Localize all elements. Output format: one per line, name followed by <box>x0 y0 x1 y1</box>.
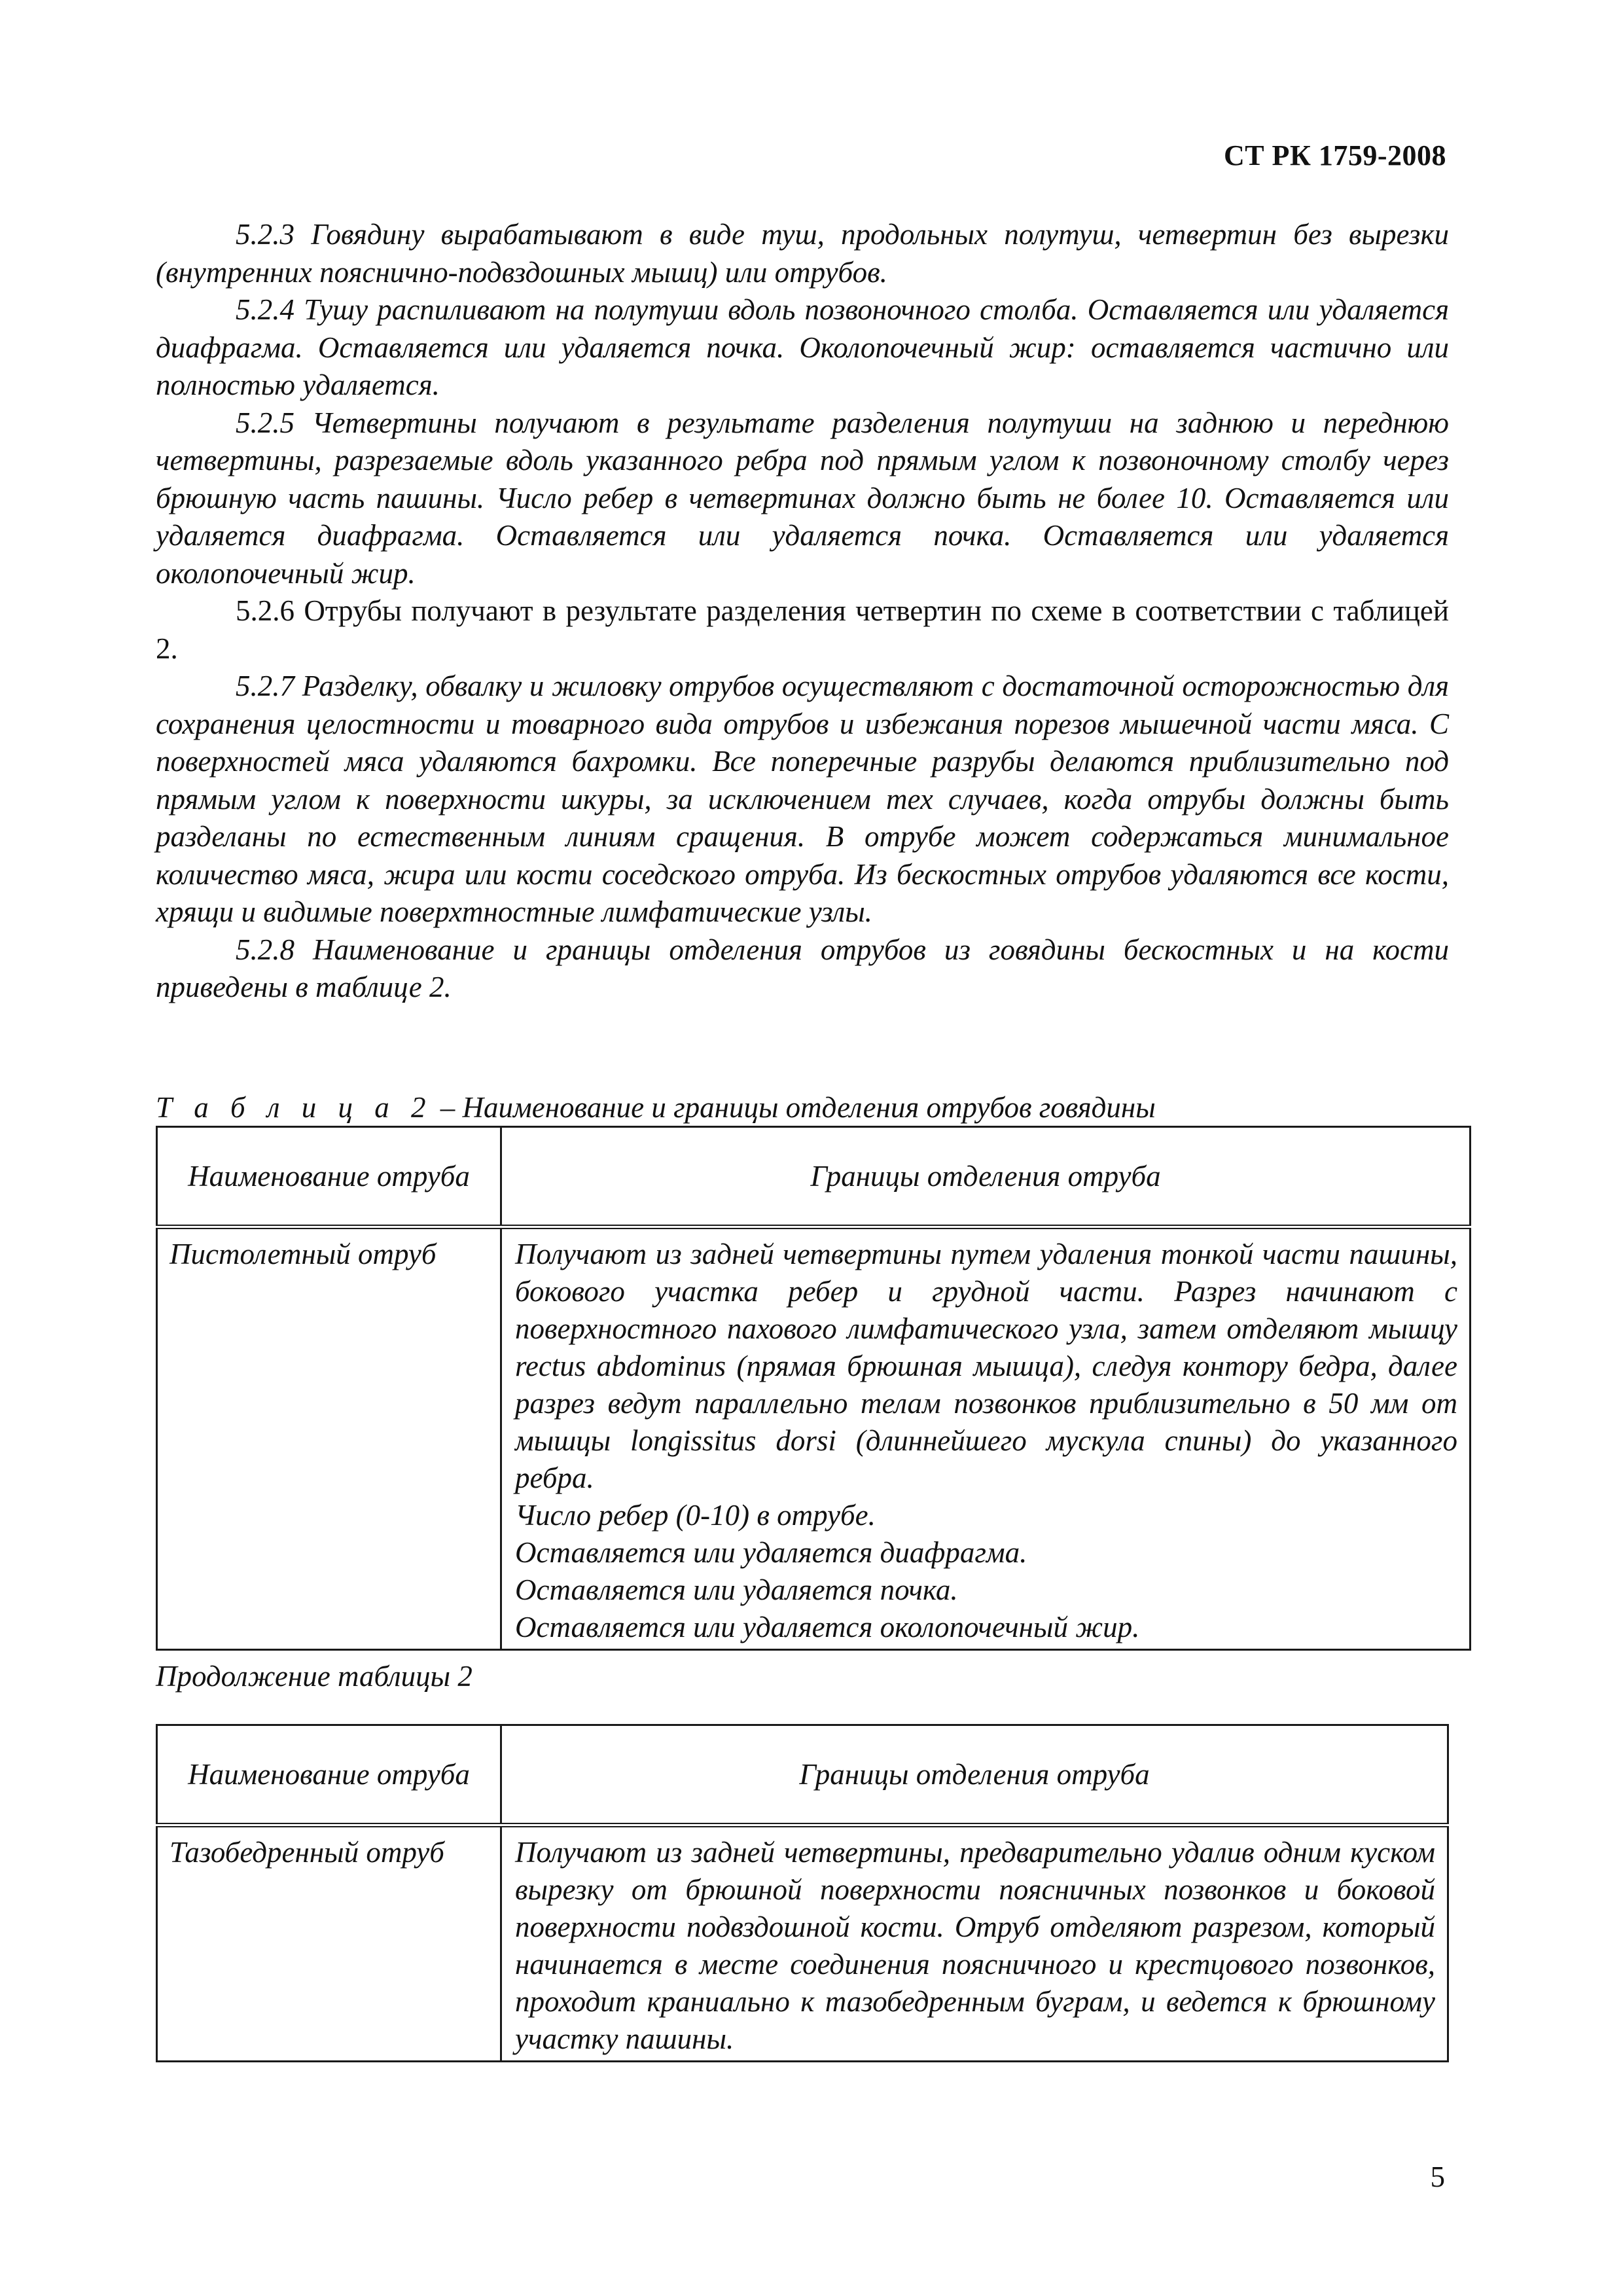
cut-description <box>501 1825 1448 2062</box>
cut-name: Тазобедренный отруб <box>157 1825 501 2062</box>
table-header-row <box>157 1127 1471 1227</box>
cut-description-main: Получают из задней четвертины путем удаления тонкой части пашины, бокового участка ребер и грудной части. Разрез начинают с поверхностного пахового лимфатического узла, затем отделяют мышцу rectus abdominus (прямая брюшная мышца), следуя контору бедра, далее разрез ведут параллельно телам позвонков приблизительно в 50 мм от мышцы longissitus dorsi (длиннейшего мускула спины) до указанного ребра. <box>515 1238 1457 1494</box>
paragraph-5-2-5: 5.2.5 Четвертины получают в результате разделения полутуши на заднюю и переднюю четвертины, разрезаемые вдоль указанного ребра под прямым углом к позвоночному столбу через брюшную часть пашины. Число ребер в четвертинах должно быть не более 10. Оставляется или удаляется диафрагма. Оставляется или удаляется почка. Оставляется или удаляется околопочечный жир. <box>156 406 1449 590</box>
table-caption-text: – Наименование и границы отделения отрубов говядины <box>433 1091 1156 1124</box>
paragraph-5-2-6: 5.2.6 Отрубы получают в результате разделения четвертин по схеме в соответствии с таблицей 2. <box>156 594 1449 665</box>
table-row <box>157 1227 1471 1650</box>
header-cut-bounds: Границы отделения отруба <box>501 1725 1448 1825</box>
cuts-table <box>156 1126 1471 1651</box>
table-caption-label: Т а б л и ц а 2 <box>156 1091 433 1124</box>
paragraph-5-2-3: 5.2.3 Говядину вырабатывают в виде туш, продольных полутуш, четвертин без вырезки (внутренних пояснично-подвздошных мышц) или отрубов. <box>156 218 1449 289</box>
header-cut-name: Наименование отруба <box>157 1725 501 1825</box>
table-row <box>157 1825 1448 2062</box>
paragraph-5-2-8: 5.2.8 Наименование и границы отделения отрубов из говядины бескостных и на кости приведены в таблице 2. <box>156 933 1449 1003</box>
page-number: 5 <box>1430 2161 1445 2193</box>
document-code: СТ РК 1759-2008 <box>1223 139 1446 171</box>
cut-description-fat: Оставляется или удаляется околопочечный жир. <box>515 1611 1140 1643</box>
header-cut-name: Наименование отруба <box>157 1127 501 1227</box>
cut-description-kidney: Оставляется или удаляется почка. <box>515 1573 958 1606</box>
table-header-row <box>157 1725 1448 1825</box>
cut-description <box>501 1227 1471 1650</box>
paragraph-5-2-7: 5.2.7 Разделку, обвалку и жиловку отрубов осуществляют с достаточной осторожностью для сохранения целостности и товарного вида отрубов и избежания порезов мышечной части мяса. С поверхностей мяса удаляются бахромки. Все поперечные разрубы делаются приблизительно под прямым углом к поверхности шкуры, за исключением тех случаев, когда отрубы должны быть разделаны по естественным линиям сращения. В отрубе может содержаться минимальное количество мяса, жира или кости соседского отруба. Из бескостных отрубов удаляются все кости, хрящи и видимые поверхтностные лимфатические узлы. <box>156 670 1449 928</box>
table-continued-label: Продолжение таблицы 2 <box>156 1660 473 1693</box>
cuts-table-continued <box>156 1724 1449 2062</box>
cut-description-main: Получают из задней четвертины, предварительно удалив одним куском вырезку от брюшной поверхности поясничных позвонков и боковой поверхности подвздошной кости. Отруб отделяют разрезом, который начинается в месте соединения поясничного и крестцового позвонков, проходит краниально к тазобедренным буграм, и ведется к брюшному участку пашины. <box>515 1836 1435 2055</box>
header-cut-bounds: Границы отделения отруба <box>501 1127 1471 1227</box>
cut-description-diaphragm: Оставляется или удаляется диафрагма. <box>515 1536 1027 1569</box>
cut-description-ribs: Число ребер (0-10) в отрубе. <box>515 1499 876 1532</box>
table-caption <box>156 1090 1156 1124</box>
document-body <box>156 216 1449 1007</box>
paragraph-5-2-4: 5.2.4 Тушу распиливают на полутуши вдоль позвоночного столба. Оставляется или удаляется диафрагма. Оставляется или удаляется почка. Околопочечный жир: оставляется частично или полностью удаляется. <box>156 293 1449 401</box>
cut-name: Пистолетный отруб <box>157 1227 501 1650</box>
